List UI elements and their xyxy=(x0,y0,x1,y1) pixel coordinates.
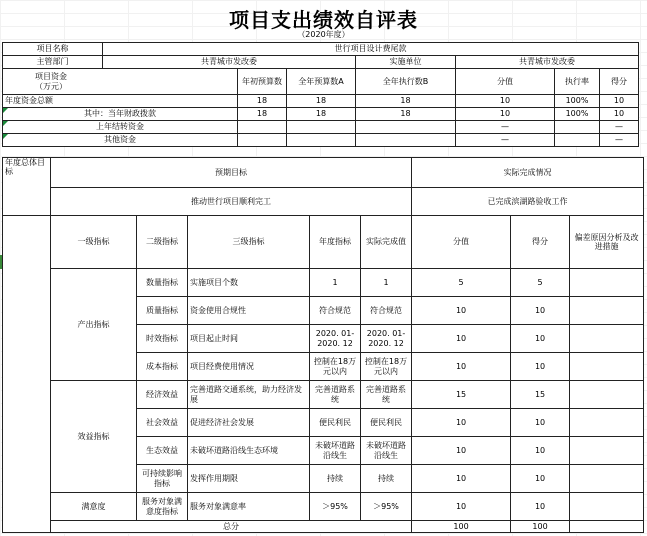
funds-initial[interactable]: 18 xyxy=(238,95,287,108)
score-value-cell[interactable]: 15 xyxy=(412,381,511,409)
score-value-cell[interactable]: 10 xyxy=(412,493,511,521)
total-score-value: 100 xyxy=(412,521,511,533)
deviation-cell[interactable] xyxy=(570,325,644,353)
funds-exec[interactable] xyxy=(356,134,456,147)
level3-cell[interactable]: 发挥作用期限 xyxy=(188,465,310,493)
level2-cell: 生态效益 xyxy=(137,437,188,465)
score-cell[interactable]: 10 xyxy=(511,297,570,325)
actual-cell[interactable]: 持续 xyxy=(361,465,412,493)
level2-cell: 服务对象满意度指标 xyxy=(137,493,188,521)
level3-cell[interactable]: 资金使用合规性 xyxy=(188,297,310,325)
funds-row-label: 其他资金 xyxy=(3,134,238,147)
score-value-cell[interactable]: 5 xyxy=(412,269,511,297)
col-score: 得分 xyxy=(600,69,639,95)
actual-cell[interactable]: ＞95% xyxy=(361,493,412,521)
funds-row-label: 其中：当年财政拨款 xyxy=(3,108,238,121)
score-cell[interactable]: 10 xyxy=(511,493,570,521)
actual-cell[interactable]: 控制在18万元以内 xyxy=(361,353,412,381)
total-score: 100 xyxy=(511,521,570,533)
funds-label: 项目资金 xyxy=(35,72,67,82)
col-score-value: 分值 xyxy=(456,69,555,95)
level2-cell: 成本指标 xyxy=(137,353,188,381)
level3-cell[interactable]: 服务对象满意率 xyxy=(188,493,310,521)
actual-cell[interactable]: 未破坏道路沿线生 xyxy=(361,437,412,465)
level2-cell: 可持续影响指标 xyxy=(137,465,188,493)
score-value-cell[interactable]: 10 xyxy=(412,409,511,437)
funds-row-other xyxy=(3,134,639,147)
funds-score-value[interactable]: 10 xyxy=(456,108,555,121)
annual-cell[interactable]: 便民利民 xyxy=(310,409,361,437)
funds-row-total xyxy=(3,95,639,108)
annual-cell[interactable]: 控制在18万元以内 xyxy=(310,353,361,381)
level3-cell[interactable]: 未破坏道路沿线生态环境 xyxy=(188,437,310,465)
score-cell[interactable]: 10 xyxy=(511,325,570,353)
funds-rate[interactable]: 100% xyxy=(555,95,600,108)
indicator-row xyxy=(3,381,644,409)
funds-rate[interactable] xyxy=(555,134,600,147)
score-cell[interactable]: 15 xyxy=(511,381,570,409)
total-row xyxy=(3,521,644,533)
level2-cell: 经济效益 xyxy=(137,381,188,409)
dept-value[interactable]: 共青城市发改委 xyxy=(103,56,356,69)
deviation-cell[interactable] xyxy=(570,493,644,521)
total-deviation xyxy=(570,521,644,533)
header-annual: 年度指标 xyxy=(310,216,361,269)
actual-cell[interactable]: 符合规范 xyxy=(361,297,412,325)
actual-cell[interactable]: 1 xyxy=(361,269,412,297)
deviation-cell[interactable] xyxy=(570,409,644,437)
level2-cell: 数量指标 xyxy=(137,269,188,297)
blank-left-cell xyxy=(3,216,51,533)
project-name-row xyxy=(3,43,639,56)
level1-benefit: 效益指标 xyxy=(51,381,137,493)
indicator-header-row xyxy=(3,216,644,269)
score-value-cell[interactable]: 10 xyxy=(412,437,511,465)
annual-cell[interactable]: 符合规范 xyxy=(310,297,361,325)
total-label: 总分 xyxy=(51,521,412,533)
funds-score[interactable]: — xyxy=(600,134,639,147)
actual-cell[interactable]: 2020. 01-2020. 12 xyxy=(361,325,412,353)
annual-cell[interactable]: 持续 xyxy=(310,465,361,493)
level2-cell: 时效指标 xyxy=(137,325,188,353)
funds-score[interactable]: 10 xyxy=(600,108,639,121)
level1-output: 产出指标 xyxy=(51,269,137,381)
funds-budget[interactable]: 18 xyxy=(287,108,356,121)
actual-goal-header: 实际完成情况 xyxy=(412,158,644,188)
funds-exec[interactable] xyxy=(356,121,456,134)
actual-goal[interactable]: 已完成滨湖路验收工作 xyxy=(412,188,644,216)
goals-header-row xyxy=(3,158,644,188)
indicators-table xyxy=(2,157,644,533)
expected-goal[interactable]: 推动世行项目顺利完工 xyxy=(51,188,412,216)
funds-unit: （万元） xyxy=(35,81,67,91)
page-subtitle: （2020年度） xyxy=(297,30,350,39)
annual-cell[interactable]: 2020. 01-2020. 12 xyxy=(310,325,361,353)
funds-rate[interactable]: 100% xyxy=(555,108,600,121)
funds-row-fiscal xyxy=(3,108,639,121)
page-title: 项目支出绩效自评表 xyxy=(229,8,418,32)
funds-label-cell xyxy=(3,69,238,95)
deviation-cell[interactable] xyxy=(570,297,644,325)
funds-budget[interactable] xyxy=(287,121,356,134)
funds-row-label: 年度资金总额 xyxy=(3,95,238,108)
deviation-cell[interactable] xyxy=(570,437,644,465)
funds-score-value[interactable]: — xyxy=(456,134,555,147)
score-value-cell[interactable]: 10 xyxy=(412,353,511,381)
annual-goal-label: 年度总体目标 xyxy=(3,158,51,216)
header-level1: 一级指标 xyxy=(51,216,137,269)
annual-cell[interactable]: 完善道路系统 xyxy=(310,381,361,409)
col-exec-rate: 执行率 xyxy=(555,69,600,95)
col-initial: 年初预算数 xyxy=(238,69,287,95)
score-value-cell[interactable]: 10 xyxy=(412,465,511,493)
funds-row-label: 上年结转资金 xyxy=(3,121,238,134)
header-deviation: 偏差原因分析及改进措施 xyxy=(570,216,644,269)
project-name-value[interactable]: 世行项目设计费尾款 xyxy=(103,43,639,56)
level3-cell[interactable]: 实施项目个数 xyxy=(188,269,310,297)
deviation-cell[interactable] xyxy=(570,269,644,297)
col-exec: 全年执行数B xyxy=(356,69,456,95)
dept-label: 主管部门 xyxy=(3,56,103,69)
funds-header-row xyxy=(3,69,639,95)
score-cell[interactable]: 10 xyxy=(511,409,570,437)
level2-cell: 质量指标 xyxy=(137,297,188,325)
funds-table xyxy=(2,42,639,147)
annual-cell[interactable]: 1 xyxy=(310,269,361,297)
funds-row-carryover xyxy=(3,121,639,134)
funds-rate[interactable] xyxy=(555,121,600,134)
indicator-row xyxy=(3,269,644,297)
score-value-cell[interactable]: 10 xyxy=(412,297,511,325)
header-score: 得分 xyxy=(511,216,570,269)
funds-budget[interactable] xyxy=(287,134,356,147)
funds-score-value[interactable]: 10 xyxy=(456,95,555,108)
goals-content-row xyxy=(3,188,644,216)
funds-budget[interactable]: 18 xyxy=(287,95,356,108)
funds-score-value[interactable]: — xyxy=(456,121,555,134)
header-level3: 三级指标 xyxy=(188,216,310,269)
header-score-value: 分值 xyxy=(412,216,511,269)
col-budget: 全年预算数A xyxy=(287,69,356,95)
score-cell[interactable]: 5 xyxy=(511,269,570,297)
actual-cell[interactable]: 便民利民 xyxy=(361,409,412,437)
annual-cell[interactable]: ＞95% xyxy=(310,493,361,521)
project-name-label: 项目名称 xyxy=(3,43,103,56)
level3-cell[interactable]: 完善道路交通系统，助力经济发展 xyxy=(188,381,310,409)
score-value-cell[interactable]: 10 xyxy=(412,325,511,353)
expected-goal-header: 预期目标 xyxy=(51,158,412,188)
funds-initial[interactable]: 18 xyxy=(238,108,287,121)
unit-value[interactable]: 共青城市发改委 xyxy=(456,56,639,69)
annual-cell[interactable]: 未破坏道路沿线生 xyxy=(310,437,361,465)
header-level2: 二级指标 xyxy=(137,216,188,269)
level3-cell[interactable]: 促进经济社会发展 xyxy=(188,409,310,437)
level3-cell[interactable]: 项目起止时间 xyxy=(188,325,310,353)
funds-score[interactable]: 10 xyxy=(600,95,639,108)
score-cell[interactable]: 10 xyxy=(511,465,570,493)
deviation-cell[interactable] xyxy=(570,381,644,409)
deviation-cell[interactable] xyxy=(570,353,644,381)
actual-cell[interactable]: 完善道路系统 xyxy=(361,381,412,409)
header-actual: 实际完成值 xyxy=(361,216,412,269)
funds-score[interactable]: — xyxy=(600,121,639,134)
level2-cell: 社会效益 xyxy=(137,409,188,437)
funds-initial[interactable] xyxy=(238,121,287,134)
level3-cell[interactable]: 项目经费使用情况 xyxy=(188,353,310,381)
unit-label: 实施单位 xyxy=(356,56,456,69)
score-cell[interactable]: 10 xyxy=(511,353,570,381)
level1-satisfaction: 满意度 xyxy=(51,493,137,521)
funds-exec[interactable]: 18 xyxy=(356,108,456,121)
indicator-row xyxy=(3,493,644,521)
department-row xyxy=(3,56,639,69)
funds-exec[interactable]: 18 xyxy=(356,95,456,108)
funds-initial[interactable] xyxy=(238,134,287,147)
score-cell[interactable]: 10 xyxy=(511,437,570,465)
deviation-cell[interactable] xyxy=(570,465,644,493)
